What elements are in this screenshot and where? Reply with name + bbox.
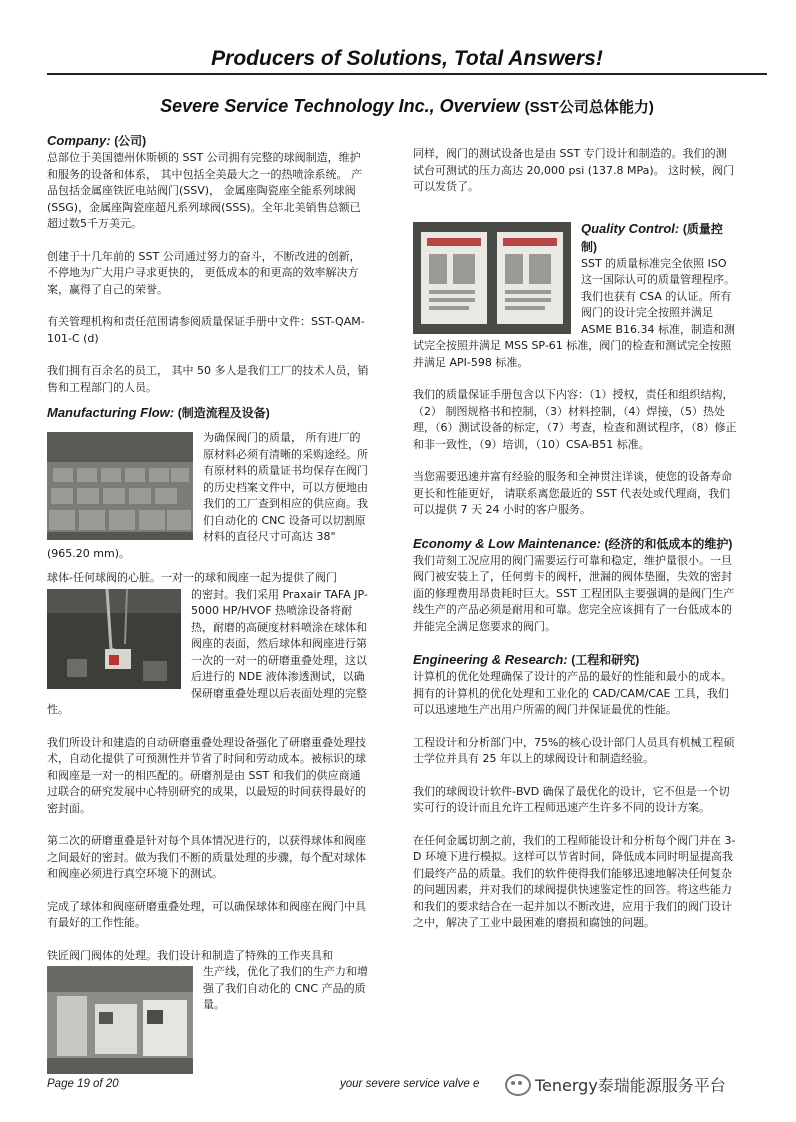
manufacturing-para-6: 生产线，优化了我们的生产力和增强了我们自动化的 CNC 产品的质量。	[203, 965, 368, 1011]
economy-para-1: 我们苛刻工况应用的阀门需要运行可靠和稳定，维护量很小。一旦阀门被安装上了，任何剪卡的阀杆，泄漏的阀体垫圈，失效的密封面的修理费用昂贵耗时巨大。SST 工程团队主要强调的是阀门生产线生产的产品必须是耐用和可靠。您完全应该拥有了一台低成本的并能完全满足您要求的阀门。	[413, 553, 735, 633]
company-heading: Company: (公司)	[47, 133, 147, 148]
company-para-1: 总部位于美国德州休斯顿的 SST 公司拥有完整的球阀制造，维护和服务的设备和体系， 其中包括全美最大之一的热喷涂系统。 产品包括金属座铁匠电站阀门(SSV)， 金属座陶瓷座全能系列球阀(SSG)，金属座陶瓷座超凡系列球阀(SSS)。全年北美销售总额已超过数5千万美元。	[47, 151, 362, 230]
page-title	[47, 96, 767, 117]
right-column	[413, 146, 737, 932]
manufacturing-para-5: 完成了球体和阀座研磨重叠处理，可以确保球体和阀座在阀门中具有最好的工作性能。	[47, 899, 366, 929]
footer-slogan: your severe service valve e	[340, 1078, 480, 1090]
manufacturing-para-4: 第二次的研磨重叠是针对每个具体情况进行的，以获得球体和阀座之间最好的密封。做为我们不断的质量处理的步骤，每个配对球体和阀座必须进行真空环境下的测试。	[47, 834, 366, 880]
watermark	[505, 1073, 726, 1096]
banner-slogan: Producers of Solutions, Total Answers!	[211, 47, 603, 70]
title-en: Severe Service Technology Inc., Overview	[160, 96, 520, 116]
manufacturing-heading: Manufacturing Flow: (制造流程及设备)	[47, 405, 270, 420]
watermark-text: Tenergy泰瑞能源服务平台	[535, 1076, 726, 1095]
manufacturing-para-3: 我们所设计和建造的自动研磨重叠处理设备强化了研磨重叠处理技术，自动化提供了可预测性并节省了时间和劳动成本。被标识的球和阀座是一对一的相匹配的。研磨剂是由 SST 和我们的供应商通过联合的研究发展中心特别研究的成果，以最短的时间获得最好的密封面。	[47, 735, 366, 815]
economy-heading: Economy & Low Maintenance: (经济的和低成本的维护)	[413, 535, 733, 551]
header-rule	[47, 73, 767, 75]
manufacturing-para-2-lead: 球体-任何球阀的心脏。一对一的球和阀座一起为提供了阀门	[47, 571, 337, 584]
quality-para-1: SST 的质量标准完全依照 ISO 这一国际认可的质量管理程序。我们也获有 CSA 的认证。所有阀门的设计完全按照并满足 ASME B16.34 标准，制造和测试完全按照并满足 MSS SP-61 标准，阀门的检查和测试完全按照并满足 API-598 标准。	[413, 256, 735, 369]
title-cn: (SST公司总体能力)	[524, 99, 654, 116]
wechat-icon	[505, 1074, 531, 1096]
testing-para-1: 同样，阀门的测试设备也是由 SST 专门设计和制造的。我们的测试台可测试的压力高达 20,000 psi (137.8 MPa)。 这时候，阀门可以发货了。	[413, 147, 735, 193]
company-para-4: 我们拥有百余名的员工， 其中 50 多人是我们工厂的技术人员，销售和工程部门的人员。	[47, 364, 369, 394]
quality-para-2: 我们的质量保证手册包含以下内容：（1）授权，责任和组织结构，（2） 制图规格书和控制，（3）材料控制，（4）焊接，（5）热处理，（6）测试设备的标定，（7）考查，检查和测试程序，（8）修正和非一致性，（9）培训，（10）CSA-B51 标准。	[413, 388, 737, 451]
warehouse-photo	[47, 432, 193, 540]
engineering-para-2: 工程设计和分析部门中，75%的核心设计部门人员具有机械工程硕士学位并具有 25 年以上的球阀设计和制造经验。	[413, 735, 735, 765]
manufacturing-para-2: 的密封。我们采用 Praxair TAFA JP-5000 HP/HVOF 热喷涂设备将耐热，耐磨的高硬度材料喷涂在球体和阀座的表面，然后球体和阀座进行第一次的一对一的研磨重叠处理，这以后进行的 NDE 液体渗透测试，以确保研磨重叠处理以后表面处理的完整性。	[47, 587, 368, 716]
engineering-para-1: 计算机的优化处理确保了设计的产品的最好的性能和最小的成本。拥有的计算机的优化处理和工业化的 CAD/CAM/CAE 工具，我们可以迅速地生产出用户所需的阀门并保证最优的性能。	[413, 670, 732, 716]
quality-para-3: 当您需要迅速并富有经验的服务和全神贯注详谈，使您的设备寿命更长和性能更好， 请联系离您最近的 SST 代表处或代理商，我们可以提供 7 天 24 小时的客户服务。	[413, 470, 732, 516]
engineering-heading: Engineering & Research: (工程和研究)	[413, 652, 640, 667]
manufacturing-para-1: 为确保阀门的质量， 所有进厂的原材料必须有清晰的采购途经。所有原材料的质量证书均保存在阀门的历史档案文件中，可以方便地由我们的工厂查到相应的供应商。我们自动化的 CNC 设备可以切割原材料的直径尺寸可高达 38" (965.20 mm)。	[47, 431, 368, 560]
engineering-para-4: 在任何金属切割之前，我们的工程师能设计和分析每个阀门并在 3-D 环境下进行模拟。这样可以节省时间，降低成本同时明显提高我们最终产品的质量。我们的软件使得我们能够迅速地解决任何复杂的问题因素，并对我们的球阀提供快速鉴定性的回答。将这些能力和我们的要求结合在一起并加以不断改进，应用于我们的阀门设计之中，解决了工业中最困难的磨损和腐蚀的问题。	[413, 833, 736, 929]
company-para-3: 有关管理机构和责任范围请参阅质量保证手册中文件：SST-QAM-101-C (d)	[47, 315, 365, 345]
certificates-photo	[413, 222, 571, 334]
left-column	[47, 132, 371, 1078]
spray-coating-photo	[47, 589, 181, 689]
company-para-2: 创建于十几年前的 SST 公司通过努力的奋斗，不断改进的创新，不停地为广大用户寻求更快的， 更低成本的和更高的效率解决方案，赢得了自己的荣誉。	[47, 249, 361, 296]
quality-heading: Quality Control: (质量控制)	[581, 220, 723, 254]
page-number: Page 19 of 20	[47, 1078, 119, 1090]
manufacturing-para-6-lead: 铁匠阀门阀体的处理。我们设计和制造了特殊的工作夹具和	[47, 948, 333, 962]
cnc-shop-photo	[47, 966, 193, 1074]
engineering-para-3: 我们的球阀设计软件-BVD 确保了最优化的设计，它不但是一个切实可行的设计而且允许工程师迅速产生许多不同的设计方案。	[413, 784, 730, 814]
